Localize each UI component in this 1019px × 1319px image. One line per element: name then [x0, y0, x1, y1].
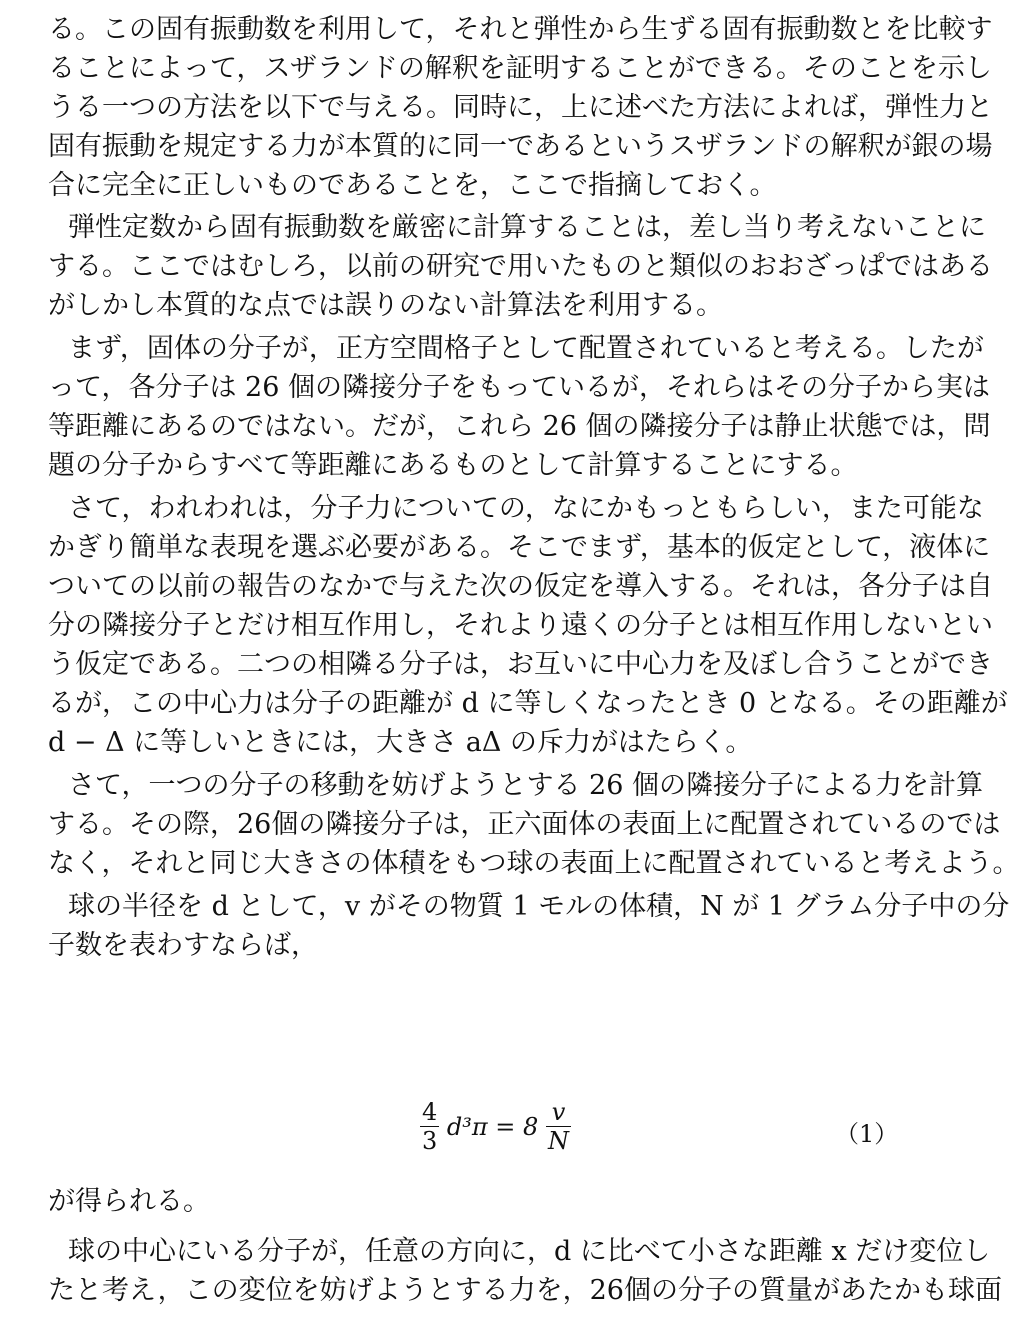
text-line: う仮定である。二つの相隣る分子は，お互いに中心力を及ぼし合うことができ: [48, 649, 993, 680]
text-line: 題の分子からすべて等距離にあるものとして計算することにする。: [48, 450, 858, 481]
text-line: って，各分子は 26 個の隣接分子をもっているが，それらはその分子から実は: [48, 372, 990, 403]
text-line: 合に完全に正しいものであることを，ここで指摘しておく。: [48, 170, 777, 201]
text-line: 弾性定数から固有振動数を厳密に計算することは，差し当り考えないことに: [68, 212, 986, 243]
text-line: 球の半径を d として，v がその物質 1 モルの体積，N が 1 グラム分子中の分: [68, 891, 1010, 922]
text-line: なく，それと同じ大きさの体積をもつ球の表面上に配置されていると考えよう。: [48, 848, 1019, 879]
text-line: ることによって，スザランドの解釈を証明することができる。そのことを示し: [48, 53, 992, 84]
equation-middle: d³π = 8: [446, 1112, 539, 1141]
fraction-denominator: N: [547, 1127, 569, 1155]
text-line: る。この固有振動数を利用して，それと弾性から生ずる固有振動数とを比較す: [48, 14, 993, 45]
fraction-numerator: v: [546, 1098, 571, 1127]
text-line: さて，一つの分子の移動を妨げようとする 26 個の隣接分子による力を計算: [68, 770, 983, 801]
text-line: まず，固体の分子が，正方空間格子として配置されていると考える。したが: [68, 333, 984, 364]
text-line: 固有振動を規定する力が本質的に同一であるというスザランドの解釈が銀の場: [48, 131, 993, 162]
text-line: たと考え，この変位を妨げようとする力を，26個の分子の質量があたかも球面: [48, 1275, 1002, 1306]
text-line: する。その際，26個の隣接分子は，正六面体の表面上に配置されているのでは: [48, 809, 1001, 840]
fraction-four-thirds: [420, 1098, 439, 1155]
equation-1: [420, 1098, 620, 1168]
equation-number: （1）: [835, 1120, 899, 1148]
text-line: かぎり簡単な表現を選ぶ必要がある。そこでまず，基本的仮定として，液体に: [48, 532, 991, 563]
text-line: るが，この中心力は分子の距離が d に等しくなったとき 0 となる。その距離が: [48, 688, 1008, 719]
text-line: さて，われわれは，分子力についての，なにかもっともらしい，また可能な: [68, 493, 984, 524]
fraction-denominator: 3: [422, 1127, 438, 1155]
text-line: d − Δ に等しいときには，大きさ aΔ の斥力がはたらく。: [48, 727, 753, 758]
fraction-numerator: 4: [422, 1098, 438, 1126]
text-line: ついての以前の報告のなかで与えた次の仮定を導入する。それは，各分子は自: [48, 571, 993, 602]
text-line: がしかし本質的な点では誤りのない計算法を利用する。: [48, 290, 723, 321]
text-line: が得られる。: [48, 1186, 210, 1217]
text-line: 子数を表わすならば，: [48, 930, 318, 961]
text-line: 分の隣接分子とだけ相互作用し，それより遠くの分子とは相互作用しないとい: [48, 610, 993, 641]
text-line: 球の中心にいる分子が，任意の方向に，d に比べて小さな距離 x だけ変位し: [68, 1236, 991, 1267]
text-line: 等距離にあるのではない。だが，これら 26 個の隣接分子は静止状態では，問: [48, 411, 991, 442]
fraction-v-over-n: [546, 1098, 571, 1155]
text-line: うる一つの方法を以下で与える。同時に，上に述べた方法によれば，弾性力と: [48, 92, 993, 123]
text-line: する。ここではむしろ，以前の研究で用いたものと類似のおおざっぱではある: [48, 251, 993, 282]
